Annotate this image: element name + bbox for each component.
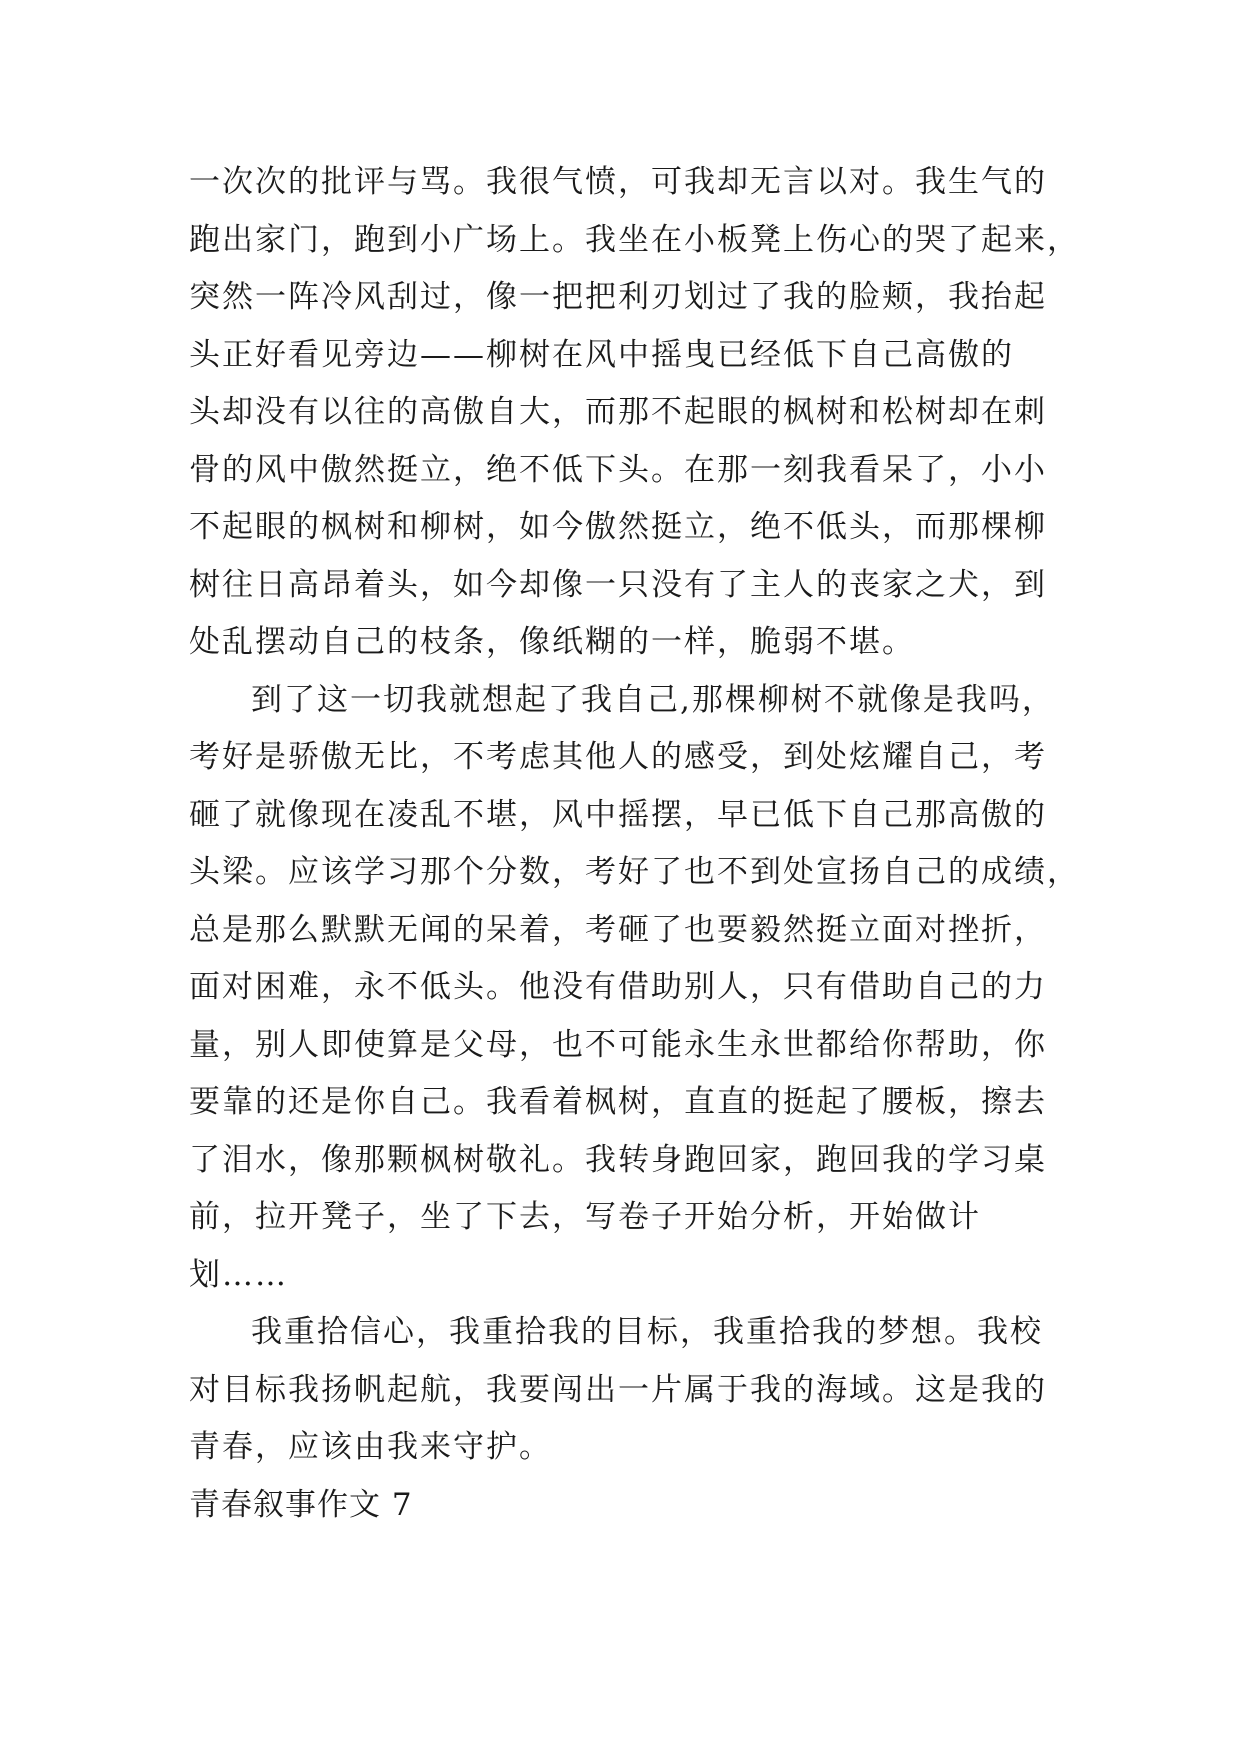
text-line: 头正好看见旁边——柳树在风中摇曳已经低下自己高傲的 xyxy=(189,336,1014,373)
text-line: 总是那么默默无闻的呆着，考砸了也要毅然挺立面对挫折， xyxy=(189,911,1047,948)
text-line: 骨的风中傲然挺立，绝不低下头。在那一刻我看呆了，小小 xyxy=(189,451,1047,488)
text-line: 处乱摆动自己的枝条，像纸糊的一样，脆弱不堪。 xyxy=(189,624,915,660)
text-line: 青春，应该由我来守护。 xyxy=(189,1429,552,1465)
text-line: 头却没有以往的高傲自大，而那不起眼的枫树和松树却在刺 xyxy=(189,394,1047,430)
essay-body xyxy=(189,162,1080,1542)
text-line: 一次次的批评与骂。我很气愤，可我却无言以对。我生气的 xyxy=(189,164,1047,200)
paragraph-first-line: 我重拾信心，我重拾我的目标，我重拾我的梦想。我校 xyxy=(251,1314,1043,1350)
text-line: 量，别人即使算是父母，也不可能永生永世都给你帮助，你 xyxy=(189,1026,1047,1063)
paragraph-first-line: 到了这一切我就想起了我自己,那棵柳树不就像是我吗， xyxy=(251,681,1055,718)
text-line: 树往日高昂着头，如今却像一只没有了主人的丧家之犬，到 xyxy=(189,566,1047,603)
text-line: 突然一阵冷风刮过，像一把把利刃划过了我的脸颊，我抬起 xyxy=(189,279,1047,315)
text-line: 面对困难，永不低头。他没有借助别人，只有借助自己的力 xyxy=(189,969,1047,1005)
text-line: 头梁。应该学习那个分数，考好了也不到处宣扬自己的成绩， xyxy=(189,854,1080,890)
text-line: 考好是骄傲无比，不考虑其他人的感受，到处炫耀自己，考 xyxy=(189,739,1047,775)
text-line: 不起眼的枫树和柳树，如今傲然挺立，绝不低头，而那棵柳 xyxy=(189,509,1047,545)
text-line: 跑出家门，跑到小广场上。我坐在小板凳上伤心的哭了起来， xyxy=(189,221,1080,258)
text-line: 砸了就像现在凌乱不堪，风中摇摆，早已低下自己那高傲的 xyxy=(189,796,1047,833)
text-line: 要靠的还是你自己。我看着枫树，直直的挺起了腰板，擦去 xyxy=(189,1084,1047,1120)
text-line: 对目标我扬帆起航，我要闯出一片属于我的海域。这是我的 xyxy=(189,1371,1047,1408)
text-line: 划…… xyxy=(189,1256,288,1293)
text-line: 前，拉开凳子，坐了下去，写卷子开始分析，开始做计 xyxy=(189,1199,981,1235)
text-line: 了泪水，像那颗枫树敬礼。我转身跑回家，跑回我的学习桌 xyxy=(189,1141,1047,1178)
section-heading: 青春叙事作文 7 xyxy=(189,1486,413,1523)
